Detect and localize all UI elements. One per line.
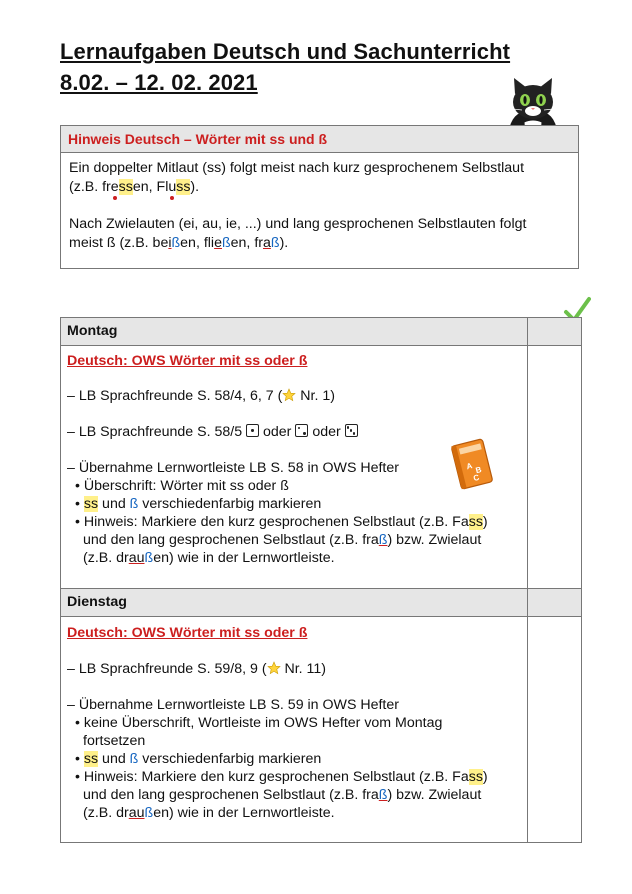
bullet-montag-2: • ss und ß verschiedenfarbig markieren	[75, 496, 322, 512]
hint-text: en, fr	[230, 235, 263, 251]
bullet-dienstag-3-cont	[83, 786, 481, 804]
svg-text:A: A	[465, 461, 474, 472]
die-two-icon	[295, 424, 308, 437]
task-dienstag-1	[67, 660, 326, 678]
bullet-montag-1: • Überschrift: Wörter mit ss oder ß	[75, 478, 289, 494]
subject-dienstag	[67, 624, 307, 642]
title-line-1: Lernaufgaben Deutsch und Sachunterricht	[60, 39, 511, 64]
bullet-montag-3-cont	[83, 531, 481, 549]
bullet-text: (z.B. dr	[83, 805, 129, 821]
bullet-montag-3	[75, 513, 488, 531]
subject-label: Deutsch: OWS Wörter mit ss oder ß	[67, 353, 308, 369]
hint-text: ).	[279, 235, 289, 251]
bullet-text: und	[98, 751, 130, 767]
colored-sz: ß	[378, 787, 388, 803]
bullet-text: • Hinweis: Markiere den kurz gesprochenen Selbstlaut (z.B. Fa	[75, 514, 469, 530]
bullet-text: und	[98, 496, 130, 512]
task-montag-2	[67, 423, 358, 441]
hint-paragraph-2	[69, 215, 570, 253]
star-icon	[282, 388, 296, 402]
colored-sz: ß	[221, 235, 231, 251]
bullet-text: • Hinweis: Markiere den kurz gesprochenen Selbstlaut (z.B. Fa	[75, 769, 469, 785]
title-line-2: 8.02. – 12. 02. 2021	[60, 70, 258, 95]
column-divider	[527, 318, 528, 842]
task-text: oder	[263, 424, 292, 440]
colored-sz: ß	[129, 751, 139, 767]
task-montag-1	[67, 387, 335, 405]
check-cell[interactable]	[527, 318, 581, 345]
day-label: Dienstag	[67, 594, 127, 610]
bullet-dienstag-2: • ss und ß verschiedenfarbig markieren	[75, 751, 322, 767]
colored-sz: ß	[270, 235, 280, 251]
die-one-icon	[246, 424, 259, 437]
bullet-text: )	[482, 514, 488, 530]
colored-sz: ß	[378, 532, 388, 548]
star-icon	[267, 661, 281, 675]
task-dienstag-2: – Übernahme Lernwortleiste LB S. 59 in OWS Hefter	[67, 697, 399, 713]
day-label: Montag	[67, 323, 118, 339]
bullet-text: (z.B. dr	[83, 550, 129, 566]
hint-text: (z.B. fr	[69, 179, 111, 195]
task-table	[60, 317, 582, 843]
task-text: – LB Sprachfreunde S. 59/8, 9 (	[67, 661, 267, 677]
bullet-text: ) bzw. Zwielaut	[387, 532, 482, 548]
highlight-ss: ss	[468, 769, 483, 785]
task-text: Nr. 11)	[280, 661, 327, 677]
hint-text: en, Fl	[132, 179, 169, 195]
bullet-text: )	[482, 769, 488, 785]
bullet-text: verschiedenfarbig markieren	[138, 496, 322, 512]
bullet-dienstag-1: • keine Überschrift, Wortleiste im OWS Hefter vom Montag	[75, 715, 443, 731]
page-title	[60, 36, 510, 98]
bullet-dienstag-3-cont2	[83, 804, 335, 822]
hint-text: en, fli	[180, 235, 215, 251]
hint-text: Ein doppelter Mitlaut (ss) folgt meist nach kurz gesprochenem Selbstlaut	[69, 160, 525, 176]
colored-sz: ß	[144, 805, 154, 821]
task-text: oder	[312, 424, 341, 440]
task-text: – LB Sprachfreunde S. 58/5	[67, 424, 243, 440]
svg-text:B: B	[474, 465, 483, 476]
highlight-ss: ss	[468, 514, 483, 530]
hint-paragraph-1	[69, 159, 570, 197]
highlight-ss: ss	[83, 751, 99, 767]
task-montag-3: – Übernahme Lernwortleiste LB S. 58 in OWS Hefter	[67, 460, 399, 476]
marked-diphthong: au	[128, 550, 145, 566]
marked-vowel: u	[168, 179, 177, 195]
bullet-text: und den lang gesprochenen Selbstlaut (z.B. fra	[83, 532, 379, 548]
day-header-montag	[61, 318, 581, 346]
bullet-dienstag-1-cont: fortsetzen	[83, 733, 146, 749]
subject-label: Deutsch: OWS Wörter mit ss oder ß	[67, 625, 308, 641]
colored-sz: ß	[144, 550, 154, 566]
colored-sz: ß	[129, 496, 139, 512]
bullet-text: en) wie in der Lernwortleiste.	[153, 805, 335, 821]
die-three-icon	[345, 424, 358, 437]
marked-diphthong: i	[168, 235, 172, 251]
highlight-ss: ss	[83, 496, 99, 512]
check-cell[interactable]	[527, 589, 581, 616]
bullet-text: en) wie in der Lernwortleiste.	[153, 550, 335, 566]
bullet-text: und den lang gesprochenen Selbstlaut (z.B. fra	[83, 787, 379, 803]
bullet-text: ) bzw. Zwielaut	[387, 787, 482, 803]
hint-text: meist ß (z.B. be	[69, 235, 169, 251]
bullet-dienstag-3	[75, 768, 488, 786]
marked-diphthong: au	[128, 805, 145, 821]
colored-sz: ß	[171, 235, 181, 251]
marked-vowel: e	[110, 179, 119, 195]
marked-long-vowel: a	[263, 235, 271, 251]
highlight-ss: ss	[118, 179, 133, 195]
hint-text: Nach Zwielauten (ei, au, ie, ...) und lang gesprochenen Selbstlauten folgt	[69, 216, 527, 232]
subject-montag	[67, 352, 307, 370]
day-header-dienstag	[61, 589, 581, 617]
highlight-ss: ss	[176, 179, 191, 195]
hint-header: Hinweis Deutsch – Wörter mit ss und ß	[61, 126, 578, 153]
bullet-text: verschiedenfarbig markieren	[138, 751, 322, 767]
task-text: Nr. 1)	[296, 388, 335, 404]
svg-text:C: C	[472, 472, 481, 483]
task-text: – LB Sprachfreunde S. 58/4, 6, 7 (	[67, 388, 283, 404]
hint-text: ).	[190, 179, 200, 195]
book-icon	[448, 436, 496, 492]
hint-box	[60, 125, 579, 269]
hint-body	[61, 153, 578, 277]
bullet-montag-3-cont2	[83, 549, 335, 567]
marked-diphthong: e	[214, 235, 222, 251]
